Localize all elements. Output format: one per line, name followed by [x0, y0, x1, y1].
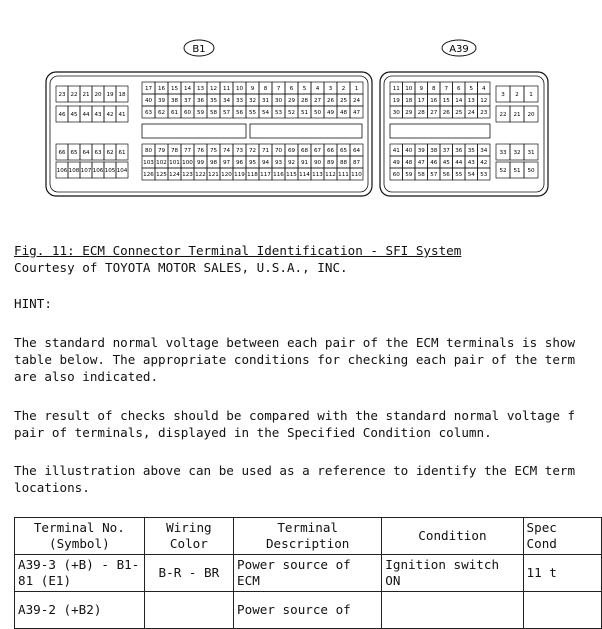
a39-pin-number: 29: [405, 110, 413, 117]
b1-key-slot: [250, 124, 362, 138]
b1-pin-number: 69: [287, 148, 296, 155]
b1-pin-number: 45: [70, 112, 78, 119]
a39-pin-number: 42: [480, 160, 488, 167]
b1-pin-number: 18: [118, 92, 126, 99]
a39-pin-number: 58: [417, 172, 425, 179]
cell-terminal-no: A39-3 (+B) - B1- 81 (E1): [15, 555, 145, 592]
b1-pin-number: 44: [82, 112, 90, 119]
b1-pin-number: 26: [326, 98, 335, 105]
b1-pin-number: 64: [82, 150, 90, 157]
cell-terminal-description: Power source of: [234, 592, 382, 629]
b1-pin-number: 67: [313, 148, 322, 155]
b1-pin-number: 43: [94, 112, 102, 119]
a39-pin-number: 56: [442, 172, 450, 179]
b1-pin-number: 35: [209, 98, 218, 105]
b1-pin-number: 47: [352, 110, 361, 117]
b1-pin-number: 9: [250, 86, 255, 93]
b1-pin-number: 27: [313, 98, 322, 105]
b1-pin-number: 120: [221, 172, 232, 179]
b1-pin-number: 117: [260, 172, 271, 179]
cell-wiring-color: [144, 592, 233, 629]
a39-pin-number: 34: [480, 148, 488, 155]
b1-pin-number: 21: [82, 92, 90, 99]
b1-pin-number: 62: [106, 150, 114, 157]
b1-pin-number: 94: [261, 160, 270, 167]
a39-pin-number: 49: [392, 160, 400, 167]
a39-pin-number: 51: [513, 168, 521, 175]
b1-pin-number: 124: [169, 172, 180, 179]
b1-pin-number: 63: [144, 110, 153, 117]
b1-pin-number: 126: [143, 172, 154, 179]
cell-condition: Ignition switch ON: [382, 555, 523, 592]
b1-pin-number: 61: [118, 150, 126, 157]
a39-pin-number: 12: [480, 98, 488, 105]
b1-pin-number: 73: [235, 148, 244, 155]
b1-pin-number: 123: [182, 172, 193, 179]
a39-pin-number: 55: [455, 172, 463, 179]
a39-pin-number: 3: [501, 92, 505, 99]
b1-pin-number: 97: [222, 160, 231, 167]
b1-pin-number: 121: [208, 172, 219, 179]
a39-pin-number: 15: [442, 98, 450, 105]
b1-pin-number: 66: [58, 150, 66, 157]
a39-pin-number: 45: [442, 160, 450, 167]
b1-pin-number: 106: [56, 168, 68, 175]
b1-pin-number: 29: [287, 98, 296, 105]
b1-pin-number: 89: [326, 160, 335, 167]
b1-pin-number: 115: [286, 172, 297, 179]
b1-pin-number: 105: [104, 168, 116, 175]
b1-pin-number: 65: [339, 148, 348, 155]
a39-pin-number: 6: [456, 86, 461, 93]
paragraph-illustration-reference: The illustration above can be used as a reference to identify the ECM term locations.: [14, 463, 576, 495]
b1-pin-number: 101: [169, 160, 180, 167]
table-row: [15, 555, 602, 592]
b1-pin-number: 70: [274, 148, 283, 155]
a39-pin-number: 8: [431, 86, 436, 93]
b1-pin-number: 3: [328, 86, 333, 93]
a39-pin-number: 30: [392, 110, 400, 117]
cell-specified-condition: [523, 592, 601, 629]
b1-pin-number: 118: [247, 172, 258, 179]
b1-pin-number: 114: [299, 172, 310, 179]
b1-pin-number: 68: [300, 148, 309, 155]
cell-specified-condition: 11 t: [523, 555, 601, 592]
b1-pin-number: 77: [183, 148, 192, 155]
a39-pin-number: 10: [405, 86, 413, 93]
b1-pin-number: 110: [351, 172, 362, 179]
b1-pin-number: 51: [300, 110, 309, 117]
header-wiring-color: Wiring Color: [144, 518, 233, 555]
header-terminal-no: Terminal No. (Symbol): [15, 518, 145, 555]
b1-pin-number: 74: [222, 148, 231, 155]
b1-pin-number: 39: [157, 98, 166, 105]
a39-pin-number: 59: [405, 172, 413, 179]
a39-pin-number: 44: [455, 160, 463, 167]
ecm-connector-diagram: [40, 36, 600, 206]
header-condition: Condition: [382, 518, 523, 555]
svg-text:B1: B1: [192, 44, 206, 55]
b1-pin-number: 8: [263, 86, 268, 93]
table-row: [15, 592, 602, 629]
b1-pin-number: 76: [196, 148, 205, 155]
b1-pin-number: 37: [183, 98, 192, 105]
b1-pin-number: 30: [274, 98, 283, 105]
b1-pin-number: 23: [58, 92, 66, 99]
b1-pin-number: 32: [248, 98, 257, 105]
paragraph-standard-voltage: The standard normal voltage between each pair of the ECM terminals is show table below. The appropriate conditions for checking each pair of the term are also indicated.: [14, 335, 576, 384]
b1-pin-number: 87: [352, 160, 361, 167]
b1-pin-number: 99: [196, 160, 205, 167]
b1-pin-number: 102: [156, 160, 167, 167]
b1-pin-number: 4: [315, 86, 320, 93]
b1-pin-number: 113: [312, 172, 323, 179]
hint-heading: HINT:: [14, 296, 52, 311]
b1-pin-number: 56: [235, 110, 244, 117]
table-header-row: [15, 518, 602, 555]
b1-pin-number: 112: [325, 172, 336, 179]
b1-pin-number: 88: [339, 160, 348, 167]
a39-pin-number: 46: [430, 160, 438, 167]
a39-pin-number: 19: [392, 98, 400, 105]
b1-pin-number: 95: [248, 160, 257, 167]
b1-pin-number: 111: [338, 172, 349, 179]
cell-terminal-no: A39-2 (+B2): [15, 592, 145, 629]
b1-pin-number: 106: [92, 168, 104, 175]
a39-pin-number: 60: [392, 172, 400, 179]
b1-pin-number: 34: [222, 98, 231, 105]
b1-pin-number: 1: [354, 86, 359, 93]
a39-pin-number: 41: [392, 148, 400, 155]
a39-pin-number: 50: [527, 168, 535, 175]
b1-pin-number: 19: [106, 92, 114, 99]
b1-pin-number: 49: [326, 110, 335, 117]
b1-pin-number: 63: [94, 150, 102, 157]
b1-pin-number: 55: [248, 110, 257, 117]
header-terminal-description: Terminal Description: [234, 518, 382, 555]
b1-pin-number: 79: [157, 148, 166, 155]
b1-pin-number: 107: [80, 168, 92, 175]
a39-pin-number: 11: [392, 86, 400, 93]
b1-pin-number: 91: [300, 160, 309, 167]
b1-pin-number: 22: [70, 92, 78, 99]
b1-pin-number: 24: [352, 98, 361, 105]
b1-pin-number: 5: [302, 86, 307, 93]
a39-pin-number: 7: [444, 86, 449, 93]
a39-pin-number: 18: [405, 98, 413, 105]
a39-pin-number: 24: [467, 110, 475, 117]
terminal-table: [14, 517, 602, 629]
b1-pin-number: 72: [248, 148, 257, 155]
a39-pin-number: 47: [417, 160, 425, 167]
a39-pin-number: 5: [469, 86, 474, 93]
b1-pin-number: 40: [144, 98, 153, 105]
a39-pin-number: 26: [442, 110, 450, 117]
b1-pin-number: 125: [156, 172, 167, 179]
b1-pin-number: 103: [143, 160, 154, 167]
b1-pin-number: 93: [274, 160, 283, 167]
b1-pin-number: 14: [183, 86, 192, 93]
a39-pin-number: 4: [481, 86, 486, 93]
a39-pin-number: 25: [455, 110, 463, 117]
b1-pin-number: 64: [352, 148, 361, 155]
b1-pin-number: 58: [209, 110, 218, 117]
b1-pin-number: 71: [261, 148, 270, 155]
paragraph-check-results: The result of checks should be compared with the standard normal voltage f pair of terminals, displayed in the Specified Condition column.: [14, 408, 576, 440]
b1-pin-number: 41: [118, 112, 126, 119]
a39-key-slot: [390, 124, 490, 138]
b1-pin-number: 25: [339, 98, 348, 105]
a39-pin-number: 23: [480, 110, 488, 117]
b1-pin-number: 28: [300, 98, 309, 105]
b1-pin-number: 104: [116, 168, 128, 175]
courtesy-line: Courtesy of TOYOTA MOTOR SALES, U.S.A., INC.: [14, 260, 348, 275]
b1-pin-number: 59: [196, 110, 205, 117]
a39-pin-number: 31: [527, 150, 535, 157]
figure-caption: Fig. 11: ECM Connector Terminal Identification - SFI System: [14, 243, 462, 258]
b1-pin-number: 50: [313, 110, 322, 117]
b1-pin-number: 46: [58, 112, 66, 119]
b1-pin-number: 38: [170, 98, 179, 105]
b1-pin-number: 12: [209, 86, 218, 93]
a39-pin-number: 53: [480, 172, 488, 179]
b1-pin-number: 122: [195, 172, 206, 179]
svg-text:A39: A39: [449, 44, 469, 55]
a39-pin-number: 54: [467, 172, 475, 179]
a39-pin-number: 22: [499, 112, 507, 119]
b1-pin-number: 75: [209, 148, 218, 155]
b1-pin-number: 31: [261, 98, 270, 105]
cell-condition: [382, 592, 523, 629]
a39-pin-number: 2: [515, 92, 519, 99]
b1-pin-number: 61: [170, 110, 179, 117]
b1-pin-number: 116: [273, 172, 284, 179]
a39-pin-number: 16: [430, 98, 438, 105]
b1-pin-number: 90: [313, 160, 322, 167]
b1-pin-number: 6: [289, 86, 294, 93]
b1-pin-number: 52: [287, 110, 296, 117]
a39-pin-number: 57: [430, 172, 438, 179]
b1-pin-number: 13: [196, 86, 205, 93]
connector-label-a39: [442, 40, 476, 56]
a39-pin-number: 48: [405, 160, 413, 167]
b1-pin-number: 108: [68, 168, 80, 175]
a39-pin-number: 9: [419, 86, 424, 93]
a39-pin-number: 32: [513, 150, 521, 157]
a39-pin-number: 20: [527, 112, 535, 119]
b1-pin-number: 66: [326, 148, 335, 155]
b1-pin-number: 60: [183, 110, 192, 117]
b1-pin-number: 119: [234, 172, 245, 179]
b1-pin-number: 36: [196, 98, 205, 105]
cell-terminal-description: Power source of ECM: [234, 555, 382, 592]
a39-pin-number: 40: [405, 148, 413, 155]
a39-pin-number: 14: [455, 98, 463, 105]
a39-pin-number: 33: [499, 150, 507, 157]
b1-pin-number: 100: [182, 160, 193, 167]
b1-pin-number: 20: [94, 92, 102, 99]
b1-pin-number: 2: [341, 86, 346, 93]
a39-pin-number: 28: [417, 110, 425, 117]
b1-pin-number: 57: [222, 110, 231, 117]
b1-pin-number: 10: [235, 86, 244, 93]
b1-pin-number: 92: [287, 160, 296, 167]
a39-pin-number: 36: [455, 148, 463, 155]
a39-pin-number: 39: [417, 148, 425, 155]
b1-pin-number: 62: [157, 110, 166, 117]
b1-pin-number: 48: [339, 110, 348, 117]
b1-pin-number: 16: [157, 86, 166, 93]
a39-pin-number: 52: [499, 168, 507, 175]
a39-pin-number: 35: [467, 148, 475, 155]
a39-pin-number: 37: [442, 148, 450, 155]
b1-pin-number: 7: [276, 86, 281, 93]
b1-pin-number: 65: [70, 150, 78, 157]
b1-pin-number: 80: [144, 148, 153, 155]
header-specified-condition: Spec Cond: [523, 518, 601, 555]
b1-pin-number: 17: [144, 86, 153, 93]
connector-label-b1: [184, 40, 214, 56]
b1-pin-number: 96: [235, 160, 244, 167]
a39-pin-number: 1: [529, 92, 533, 99]
a39-pin-number: 13: [467, 98, 475, 105]
a39-pin-number: 21: [513, 112, 521, 119]
b1-pin-number: 78: [170, 148, 179, 155]
b1-pin-number: 54: [261, 110, 270, 117]
a39-pin-number: 27: [430, 110, 438, 117]
b1-pin-number: 53: [274, 110, 283, 117]
b1-pin-number: 15: [170, 86, 179, 93]
a39-pin-number: 17: [417, 98, 425, 105]
a39-pin-number: 43: [467, 160, 475, 167]
b1-pin-number: 11: [222, 86, 231, 93]
b1-key-slot: [142, 124, 246, 138]
b1-pin-number: 42: [106, 112, 114, 119]
a39-pin-number: 38: [430, 148, 438, 155]
b1-pin-number: 33: [235, 98, 244, 105]
cell-wiring-color: B-R - BR: [144, 555, 233, 592]
b1-pin-number: 98: [209, 160, 218, 167]
